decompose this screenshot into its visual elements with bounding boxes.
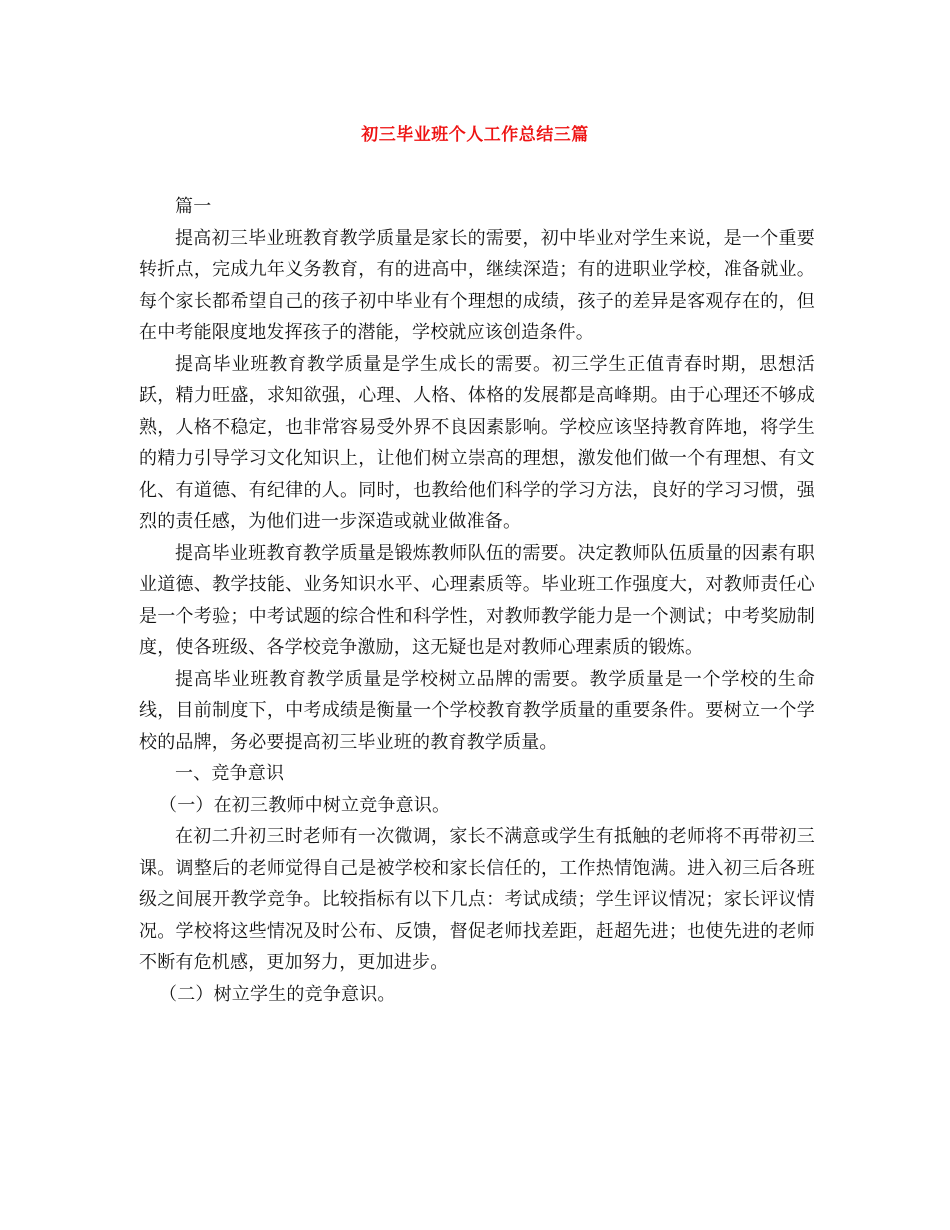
section-heading: 一、竞争意识 bbox=[175, 763, 285, 784]
document-body bbox=[139, 191, 815, 1010]
subsection-heading: （一）在初三教师中树立竞争意识。 bbox=[159, 794, 451, 816]
body-paragraph: 提高初三毕业班教育教学质量是家长的需要，初中毕业对学生来说，是一个重要转折点，完成九年义务教育，有的进高中，继续深造；有的进职业学校，准备就业。每个家长都希望自己的孩子初中毕业有个理想的成绩，孩子的差异是客观存在的，但在中考能限度地发挥孩子的潜能，学校就应该创造条件。 bbox=[139, 227, 815, 343]
subsection-heading: （二）树立学生的竞争意识。 bbox=[159, 983, 396, 1005]
body-paragraph: 提高毕业班教育教学质量是学生成长的需要。初三学生正值青春时期，思想活跃，精力旺盛，求知欲强，心理、人格、体格的发展都是高峰期。由于心理还不够成熟，人格不稳定，也非常容易受外界不良因素影响。学校应该坚持教育阵地，将学生的精力引导学习文化知识上，让他们树立崇高的理想，激发他们做一个有理想、有文化、有道德、有纪律的人。同时，也教给他们科学的学习方法，良好的学习习惯，强烈的责任感，为他们进一步深造或就业做准备。 bbox=[139, 353, 815, 532]
document-title: 初三毕业班个人工作总结三篇 bbox=[361, 125, 589, 145]
body-paragraph: 在初二升初三时老师有一次微调，家长不满意或学生有抵触的老师将不再带初三课。调整后的老师觉得自己是被学校和家长信任的，工作热情饱满。进入初三后各班级之间展开教学竞争。比较指标有以下几点：考试成绩；学生评议情况；家长评议情况。学校将这些情况及时公布、反馈，督促老师找差距，赶超先进；也使先进的老师不断有危机感，更加努力，更加进步。 bbox=[139, 826, 815, 973]
body-paragraph: 提高毕业班教育教学质量是学校树立品牌的需要。教学质量是一个学校的生命线，目前制度下，中考成绩是衡量一个学校教育教学质量的重要条件。要树立一个学校的品牌，务必要提高初三毕业班的教育教学质量。 bbox=[139, 668, 815, 753]
section-label: 篇一 bbox=[175, 196, 212, 217]
body-paragraph: 提高毕业班教育教学质量是锻炼教师队伍的需要。决定教师队伍质量的因素有职业道德、教学技能、业务知识水平、心理素质等。毕业班工作强度大，对教师责任心是一个考验；中考试题的综合性和科学性，对教师教学能力是一个测试；中考奖励制度，使各班级、各学校竞争激励，这无疑也是对教师心理素质的锻炼。 bbox=[139, 542, 815, 658]
